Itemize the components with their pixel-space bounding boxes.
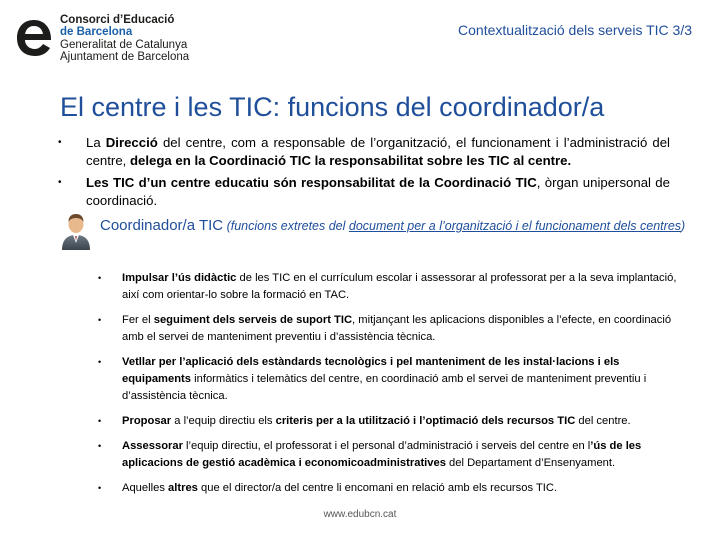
function-bullet-text: Vetllar per l’aplicació dels estàndards tecnològics i pel manteniment de les instal·lacions i els equipaments — [122, 356, 620, 385]
top-bullet-text: Direcció — [105, 135, 158, 150]
top-bullet-text: Les TIC d’un centre educatiu són responsabilitat de la Coordinació TIC — [86, 175, 537, 190]
page-title: El centre i les TIC: funcions del coordinador/a — [60, 92, 605, 122]
function-bullet-text: del Departament d’Ensenyament. — [445, 457, 616, 469]
context-label: Contextualització dels serveis TIC 3/3 — [458, 22, 692, 38]
function-bullet-text: altres — [168, 482, 198, 494]
function-bullet-6 — [98, 480, 690, 497]
function-bullet-4 — [98, 413, 690, 430]
bullet-marker: • — [58, 177, 62, 188]
coordinator-paren-close: ) — [681, 219, 686, 233]
logo-line-4: Ajuntament de Barcelona — [60, 50, 190, 63]
coordinator-functions-list — [98, 270, 690, 505]
function-bullet-text: del centre. — [575, 415, 631, 427]
function-bullet-2 — [98, 312, 690, 346]
coordinator-paren-open: (funcions extretes del — [223, 219, 349, 233]
function-bullet-text: que el director/a del centre li encomani en relació amb els recursos TIC. — [197, 482, 558, 494]
function-bullet-text: de les TIC en el currículum escolar i assessorar al professorat per a la seva implantació, així com orientar-lo sobre la formació en TAC. — [122, 272, 677, 301]
top-bullet-list — [58, 134, 670, 214]
function-bullet-text: ’ús de les aplicacions de gestió acadèmica i economicoadministratives — [122, 440, 642, 469]
logo-line-3: Generalitat de Catalunya — [60, 38, 188, 51]
function-bullet-5 — [98, 438, 690, 472]
top-bullet-text: delega en la Coordinació TIC la responsabilitat sobre les TIC al centre. — [129, 153, 572, 168]
function-bullet-text: a l’equip directiu els — [171, 415, 276, 427]
function-bullet-text: Fer el — [122, 314, 154, 326]
function-bullet-text: Assessorar — [122, 440, 183, 452]
bullet-marker: • — [58, 137, 62, 148]
bullet-marker: • — [98, 357, 102, 367]
function-bullet-text: Impulsar l’ús didàctic — [122, 272, 237, 284]
logo-line-1: Consorci d’Educació — [60, 14, 175, 26]
function-bullet-text: , mitjançant les aplicacions disponibles a l’efecte, en coordinació amb el servei de manteniment preventiu i d’assistència tècnica. — [122, 314, 672, 343]
function-bullet-text: Proposar — [122, 415, 172, 427]
consorci-logo — [14, 14, 204, 64]
bullet-marker: • — [98, 441, 102, 451]
top-bullet-text: La — [86, 135, 106, 150]
function-bullet-text: informàtics i telemàtics del centre, en coordinació amb el servei de manteniment preventiu i d’assistència tècnica. — [122, 373, 647, 402]
bullet-marker: • — [98, 273, 102, 283]
coordinator-heading — [100, 216, 690, 236]
coordinator-document-link[interactable]: document per a l’organització i el funcionament dels centres — [348, 219, 682, 233]
function-bullet-3 — [98, 354, 690, 405]
coordinator-title: Coordinador/a TIC — [100, 217, 224, 234]
function-bullet-text: Aquelles — [122, 482, 169, 494]
function-bullet-1 — [98, 270, 690, 304]
logo-line-2: de Barcelona — [60, 26, 133, 39]
user-avatar-icon — [60, 210, 92, 250]
bullet-marker: • — [98, 483, 102, 493]
top-bullet-1 — [58, 134, 670, 170]
top-bullet-text: del centre, com a responsable de l’organització, el funcionament i l’administració del centre, — [86, 135, 670, 168]
top-bullet-text: , òrgan unipersonal de coordinació. — [86, 175, 670, 208]
function-bullet-text: l’equip directiu, el professorat i el personal d’administració i serveis del centre en l — [182, 440, 591, 452]
function-bullet-text: seguiment dels serveis de suport TIC — [153, 314, 353, 326]
bullet-marker: • — [98, 315, 102, 325]
top-bullet-2 — [58, 174, 670, 210]
footer-url: www.edubcn.cat — [323, 509, 397, 520]
function-bullet-text: criteris per a la utilització i l’optimació dels recursos TIC — [275, 415, 576, 427]
e-logo-icon — [14, 16, 54, 60]
bullet-marker: • — [98, 416, 102, 426]
